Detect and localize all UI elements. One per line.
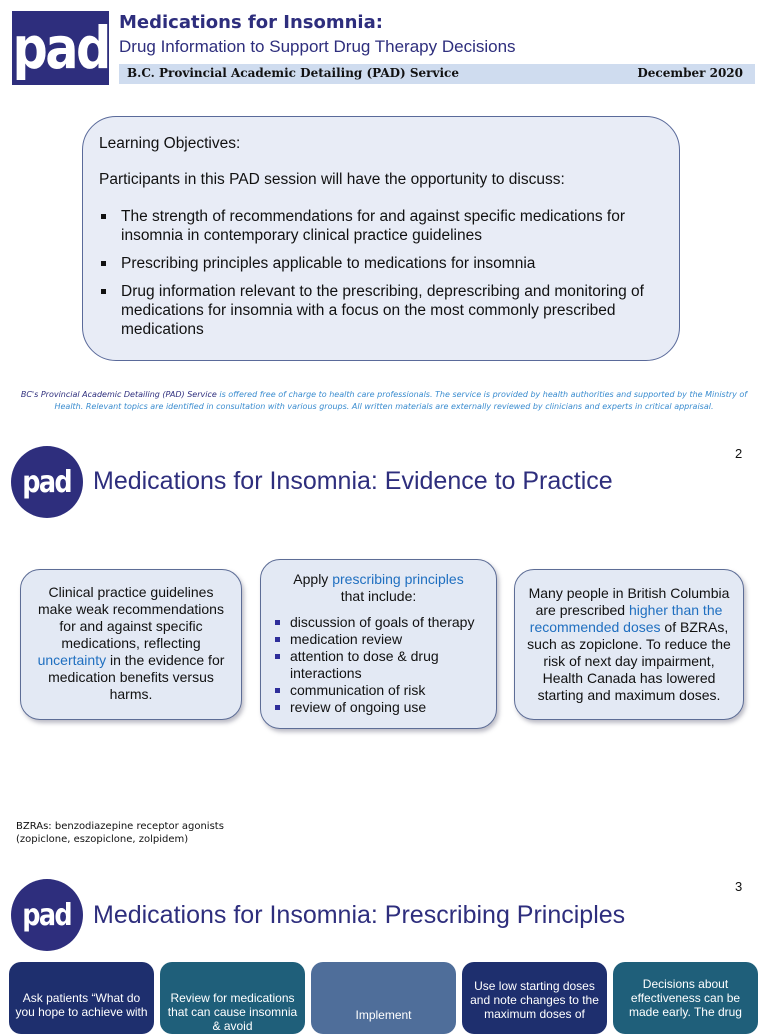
principle-item: communication of risk [273,682,484,699]
principles-card [260,559,497,729]
objective-item: The strength of recommendations for and against specific medications for insomnia in contemporary clinical practice guidelines [99,207,663,245]
disclaimer-text: is offered free of charge to health care professionals. The service is provided by health authorities and supported by the Ministry of Health. Relevant topics are identified in consultation with various groups. All written materials are externally reviewed by clinicians and experts in critical appraisal. [54,390,748,411]
dosing-card [514,569,744,720]
pad-logo: pad [11,446,83,518]
principles-highlight: prescribing principles [332,571,464,587]
principle-card-dosing: Use low starting doses and note changes to the maximum doses of [462,962,607,1034]
principle-card-implement: Implement [311,962,456,1034]
page-number: 2 [735,446,743,461]
principles-list [273,614,484,716]
footnote-line: BZRAs: benzodiazepine receptor agonists [16,821,224,832]
dosing-text: Many people in British Columbia are prescribed higher than the recommended doses of BZRAs, such as zopiclone. To reduce the risk of next day impairment, Health Canada has lowered starting and maximum doses. [527,585,731,703]
doses-highlight: higher than the recommended doses [529,602,723,635]
page-number: 3 [735,879,743,894]
objectives-list [99,207,663,339]
principle-card-effectiveness: Decisions about effectiveness can be made early. The drug [613,962,758,1034]
service-name: B.C. Provincial Academic Detailing (PAD) Service [127,66,459,80]
principle-card-review: Review for medications that can cause insomnia & avoid [160,962,305,1034]
publication-date: December 2020 [637,66,743,80]
footnote [16,820,224,846]
document-title: Medications for Insomnia: [119,12,383,33]
guidelines-text: Clinical practice guidelines make weak recommendations for and against specific medications, reflecting uncertainty in the evidence for medication benefits versus harms. [37,584,225,702]
principle-card-goals: Ask patients “What do you hope to achieve with [9,962,154,1034]
slide-title: Medications for Insomnia: Evidence to Practice [93,467,613,495]
objective-item: Prescribing principles applicable to medications for insomnia [99,254,663,273]
objectives-heading: Learning Objectives: [99,135,241,152]
disclaimer-service-name: BC's Provincial Academic Detailing (PAD) Service [20,390,217,399]
objectives-intro: Participants in this PAD session will have the opportunity to discuss: [99,171,565,188]
slide-title: Medications for Insomnia: Prescribing Principles [93,901,626,929]
learning-objectives-box [82,116,680,361]
objective-item: Drug information relevant to the prescribing, deprescribing and monitoring of medications for insomnia with a focus on the most commonly prescribed medications [99,282,663,339]
header-band [119,64,755,84]
principle-item: discussion of goals of therapy [273,614,484,631]
principle-item: medication review [273,631,484,648]
disclaimer [18,389,750,413]
uncertainty-highlight: uncertainty [37,652,107,668]
footnote-line: (zopiclone, eszopiclone, zolpidem) [16,834,189,845]
pad-logo: pad [12,11,109,85]
principles-intro: Apply prescribing principles that include: [293,571,464,604]
document-subtitle: Drug Information to Support Drug Therapy Decisions [119,37,516,56]
principle-item: attention to dose & drug interactions [273,648,484,682]
principle-item: review of ongoing use [273,699,484,716]
guidelines-card [20,569,242,720]
pad-logo: pad [11,879,83,951]
